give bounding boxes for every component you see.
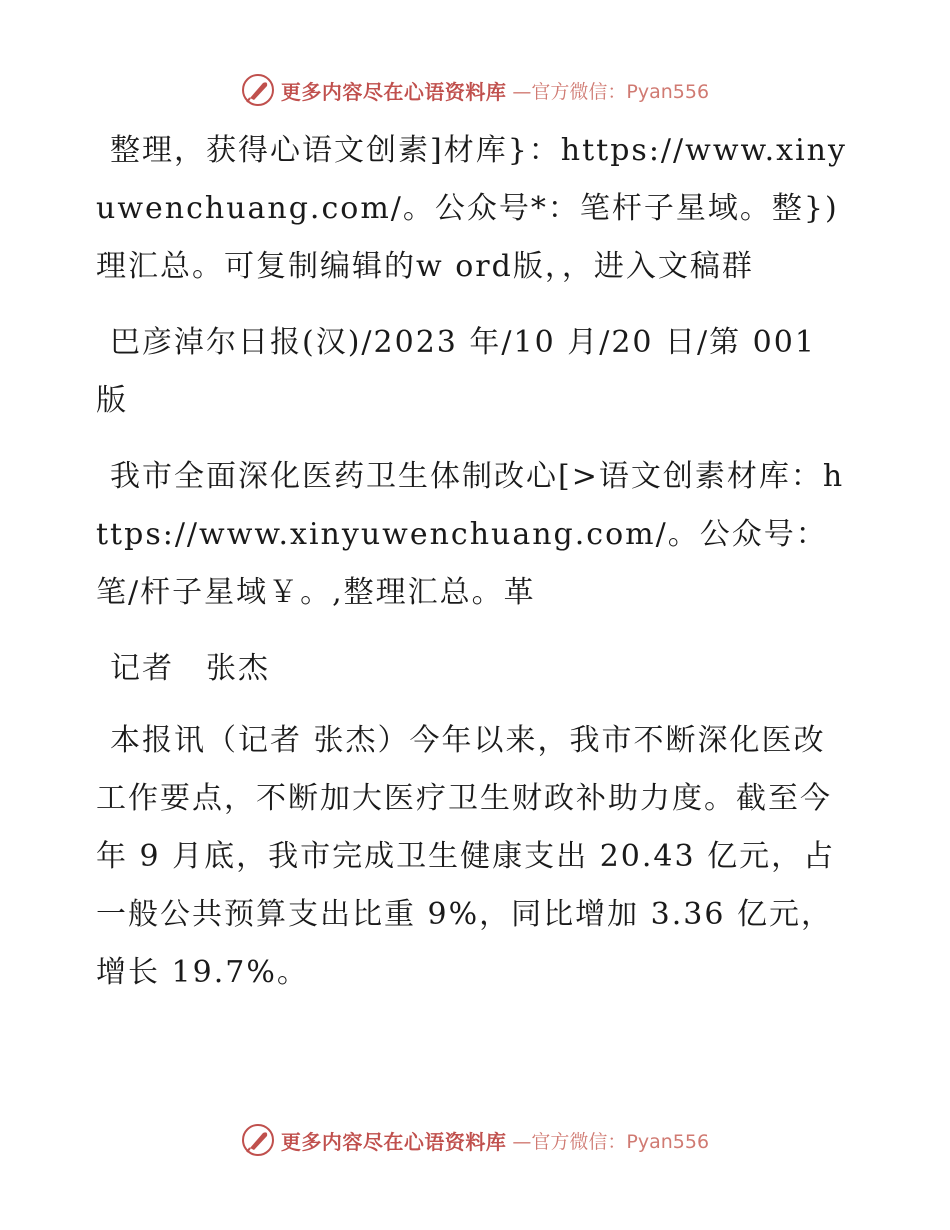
- banner-wechat: —官方微信：Pyan556: [512, 1130, 710, 1153]
- paragraph-source: 巴彦淖尔日报(汉)/2023 年/10 月/20 日/第 001 版: [96, 325, 816, 418]
- document-body: [96, 122, 856, 1020]
- footer-banner: [0, 1120, 950, 1160]
- banner-text: 更多内容尽在心语资料库: [280, 1129, 507, 1154]
- banner-wechat: —官方微信：Pyan556: [512, 80, 710, 103]
- banner-text: 更多内容尽在心语资料库: [280, 79, 507, 104]
- paragraph-headline: 我市全面深化医药卫生体制改心[>语文创素材库：https://www.xinyuwenchuang.com/。公众号：笔/杆子星域￥。,整理汇总。革: [96, 459, 845, 610]
- feather-pen-logo-icon: [241, 1123, 275, 1157]
- paragraph-intro: 整理，获得心语文创素]材库}：https://www.xinyuwenchuang.com/。公众号*：笔杆子星域。整})理汇总。可复制编辑的w ord版，，进入文稿群: [96, 133, 847, 284]
- feather-pen-logo-icon: [241, 73, 275, 107]
- paragraph-byline: 记者 张杰: [110, 651, 270, 686]
- paragraph-body: 本报讯（记者 张杰）今年以来，我市不断深化医改工作要点，不断加大医疗卫生财政补助力度。截至今年 9 月底，我市完成卫生健康支出 20.43 亿元，占一般公共预算支出比重 9%，同比增加 3.36 亿元，增长 19.7%。: [96, 723, 836, 990]
- header-banner: [0, 70, 950, 110]
